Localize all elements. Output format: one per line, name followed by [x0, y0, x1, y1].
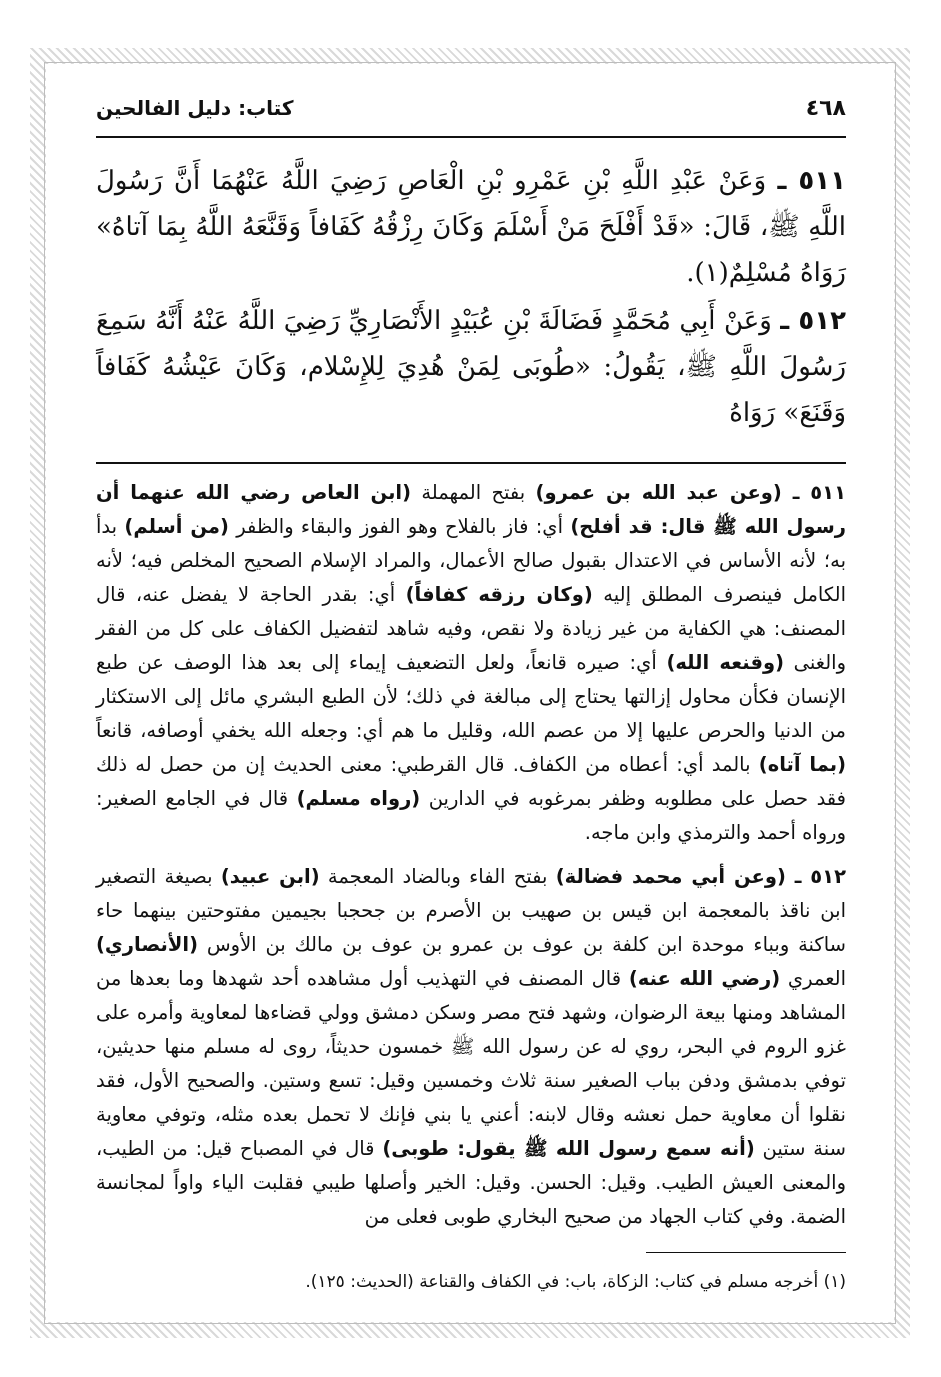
commentary-quoted-text: (ابن عبيد): [220, 865, 320, 888]
hadith-number: ٥١١ ـ: [777, 166, 846, 196]
page-content: [96, 96, 846, 1295]
section-divider: [96, 462, 846, 464]
commentary: [96, 476, 846, 1234]
commentary-512: [96, 860, 846, 1234]
commentary-text: العمري: [780, 967, 846, 990]
commentary-quoted-text: (من أسلم): [124, 515, 229, 538]
commentary-text: قال في المصباح قيل: من الطيب، والمعنى العيش الطيب. وقيل: الحسن. وقيل: الخير وأصلها طيبي فقلبت الياء واواً لمجانسة الضمة. وفي كتاب الجهاد من صحيح البخاري طوبى فعلى من: [96, 1137, 846, 1228]
book-title: كتاب: دليل الفالحين: [96, 96, 294, 120]
commentary-text: بالمد أي: أعطاه من الكفاف. قال القرطبي: معنى الحديث إن من حصل له ذلك فقد حصل على مطلوبه وظفر بمرغوبه في الدارين: [96, 753, 846, 810]
commentary-text: أي: صيره قانعاً، ولعل التضعيف إيماء إلى بعد هذا الوصف عن طبع الإنسان فكأن محاول إزالتها يحتاج إلى مبالغة في ذلك؛ لأن الطبع البشري مائل إلى الاستكثار من الدنيا والحرص عليها إلا من عصم الله، وقليل ما هم أي: وجعله الله يخفي أوصافه، قانعاً: [96, 651, 846, 742]
commentary-quoted-text: (رضي الله عنه): [628, 967, 781, 990]
commentary-text: بصيغة التصغير ابن ناقذ بالمعجمة ابن قيس بن صهيب بن الأصرم بن جحجبا بجيمين مفتوحتين بينهما حاء ساكنة وبباء موحدة ابن كلفة بن عوف بن عمرو بن عوف بن مالك بن الأوس: [96, 865, 846, 956]
commentary-quoted-text: (أنه سمع رسول الله ﷺ يقول: طوبى): [382, 1137, 755, 1160]
commentary-text: أي: بقدر الحاجة لا يفضل عنه، قال المصنف: هي الكفاية من غير زيادة ولا نقص، وفيه شاهد لتفضيل الكفاف على كل من الفقر والغنى: [96, 583, 846, 674]
footnote: (١) أخرجه مسلم في كتاب: الزكاة، باب: في الكفاف والقناعة (الحديث: ١٢٥).: [305, 1272, 846, 1292]
commentary-text: قال المصنف في التهذيب أول مشاهده أحد شهدها وما بعدها من المشاهد ومنها بيعة الرضوان، وشهد فتح مصر وسكن دمشق وولي قضاءها لمعاوية وأمره على غزو الروم في البحر، روي له عن رسول الله ﷺ خمسون حديثاً، روى له مسلم منها حديثين، توفي بدمشق ودفن بباب الصغير سنة ثلاث وخمسين وقيل: تسع وستين. والصحيح الأول، فقد نقلوا أن معاوية حمل نعشه وقال لابنه: أعني يا بني فإنك لا تحمل بعده مثله، وتوفي معاوية سنة ستين: [96, 967, 846, 1160]
commentary-text: بفتح المهملة: [411, 481, 536, 504]
commentary-quoted-text: (الأنصاري): [96, 933, 198, 956]
commentary-quoted-text: ٥١٢ ـ: [785, 865, 846, 888]
hadith-body: وَعَنْ أَبِي مُحَمَّدٍ فَضَالَةَ بْنِ عُبَيْدٍ الأَنْصَارِيِّ رَضِيَ اللَّهُ عَنْهُ أَنَّهُ سَمِعَ رَسُولَ اللَّهِ ﷺ، يَقُولُ: «طُوبَى لِمَنْ هُدِيَ لِلإِسْلام، وَكَانَ عَيْشُهُ كَفَافاً وَقَنَعَ» رَوَاهُ: [96, 306, 846, 428]
running-header: [96, 96, 846, 138]
commentary-quoted-text: (رواه مسلم): [296, 787, 421, 810]
hadith-body: وَعَنْ عَبْدِ اللَّهِ بْنِ عَمْرِو بْنِ الْعَاصِ رَضِيَ اللَّهُ عَنْهُمَا أَنَّ رَسُولَ اللَّهِ ﷺ، قَالَ: «قَدْ أَفْلَحَ مَنْ أَسْلَمَ وَكَانَ رِزْقُهُ كَفَافاً وَقَنَّعَهُ اللَّهُ بِمَا آتاهُ» رَوَاهُ مُسْلِمٌ(١).: [96, 166, 846, 288]
commentary-quoted-text: (وقنعه الله): [666, 651, 784, 674]
hadith-number: ٥١٢ ـ: [780, 306, 846, 336]
commentary-text: بفتح الفاء وبالضاد المعجمة: [319, 865, 556, 888]
commentary-quoted-text: (وعن عبد الله بن عمرو): [535, 481, 782, 504]
hadith-511: [96, 158, 846, 296]
commentary-text: قال في الجامع الصغير: ورواه أحمد والترمذي وابن ماجه.: [96, 787, 846, 844]
commentary-quoted-text: ٥١١ ـ: [781, 481, 846, 504]
hadith-text: [96, 158, 846, 436]
commentary-511: [96, 476, 846, 850]
footnote-rule: [646, 1252, 846, 1253]
commentary-quoted-text: (وعن أبي محمد فضالة): [555, 865, 786, 888]
commentary-quoted-text: (ابن العاص رضي الله عنهما أن رسول الله ﷺ قال: قد أفلح): [96, 481, 847, 538]
commentary-text: أي: فاز بالفلاح وهو الفوز والبقاء والظفر: [228, 515, 571, 538]
commentary-text: بدأ به؛ لأنه الأساس في الاعتدال بقبول صالح الأعمال، والمراد الإسلام الصحيح المخلص فيه؛ لأنه الكامل فينصرف المطلق إليه: [96, 515, 846, 606]
page-number: ٤٦٨: [805, 96, 846, 121]
commentary-quoted-text: (وكان رزقه كفافاً): [405, 583, 593, 606]
hadith-512: [96, 298, 846, 436]
commentary-quoted-text: (بما آتاه): [758, 753, 847, 776]
